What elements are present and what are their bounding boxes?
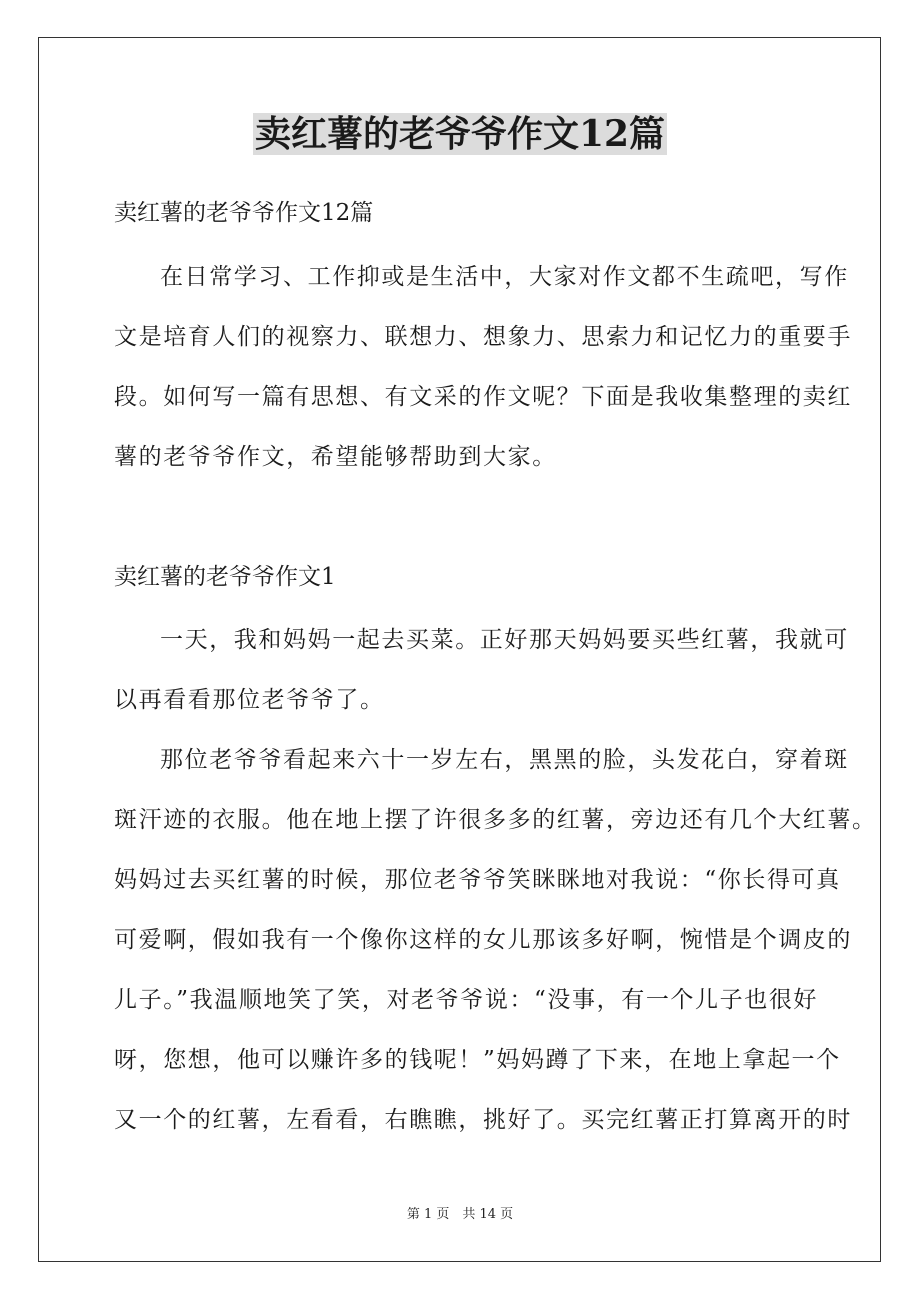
intro-line-4: 薯的老爷爷作文，希望能够帮助到大家。: [114, 444, 557, 470]
intro-line-3: 段。如何写一篇有思想、有文采的作文呢？下面是我收集整理的卖红: [114, 384, 852, 410]
section-1-heading: 卖红薯的老爷爷作文1: [114, 564, 336, 590]
document-subtitle: 卖红薯的老爷爷作文12篇: [114, 200, 374, 226]
para2-line-7: 又一个的红薯，左看看，右瞧瞧，挑好了。买完红薯正打算离开的时: [114, 1107, 852, 1133]
document-title: [0, 110, 920, 158]
para1-line-1: 一天，我和妈妈一起去买菜。正好那天妈妈要买些红薯，我就可: [160, 627, 849, 653]
para2-line-2: 斑汗迹的衣服。他在地上摆了许很多多的红薯，旁边还有几个大红薯。: [114, 807, 877, 833]
para1-line-2: 以再看看那位老爷爷了。: [114, 687, 385, 713]
para2-line-4: 可爱啊，假如我有一个像你这样的女儿那该多好啊，惋惜是个调皮的: [114, 927, 852, 953]
intro-line-2: 文是培育人们的视察力、联想力、想象力、思索力和记忆力的重要手: [114, 324, 852, 350]
page-footer: 第 1 页 共 14 页: [406, 1207, 514, 1222]
para2-line-1: 那位老爷爷看起来六十一岁左右，黑黑的脸，头发花白，穿着斑: [160, 747, 849, 773]
para2-line-5: 儿子。”我温顺地笑了笑，对老爷爷说：“没事，有一个儿子也很好: [114, 987, 819, 1013]
para2-line-3: 妈妈过去买红薯的时候，那位老爷爷笑眯眯地对我说：“你长得可真: [114, 867, 841, 893]
para2-line-6: 呀，您想，他可以赚许多的钱呢！”妈妈蹲了下来，在地上拿起一个: [114, 1047, 841, 1073]
intro-line-1: 在日常学习、工作抑或是生活中，大家对作文都不生疏吧，写作: [160, 264, 849, 290]
document-title-text: 卖红薯的老爷爷作文12篇: [254, 113, 666, 155]
